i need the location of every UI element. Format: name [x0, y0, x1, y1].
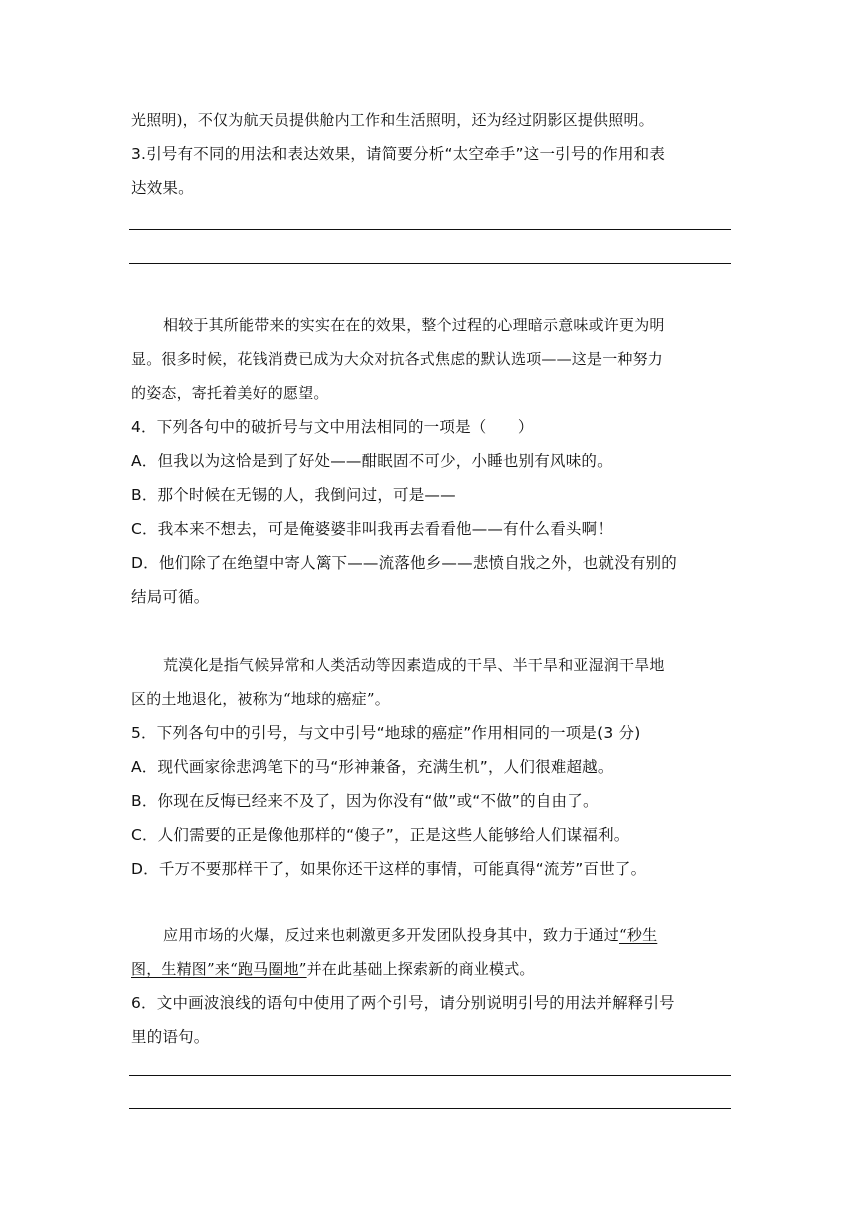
question-4-stem: 4．下列各句中的破折号与文中用法相同的一项是（ ） — [131, 418, 534, 436]
passage-4-line-1-text: 应用市场的火爆，反过来也刺激更多开发团队投身其中，致力于通过 — [163, 926, 620, 944]
answer-line-q3-1 — [129, 229, 731, 230]
question-5-option-a: A．现代画家徐悲鸿笔下的马“形神兼备，充满生机”，人们很难超越。 — [131, 758, 614, 776]
answer-line-q6-1 — [129, 1075, 731, 1076]
question-3-line-1: 3.引号有不同的用法和表达效果，请简要分析“太空牵手”这一引号的作用和表 — [131, 145, 666, 163]
question-6-line-2: 里的语句。 — [131, 1028, 210, 1046]
passage-4-line-2 — [131, 959, 731, 979]
question-4-option-a: A．但我以为这恰是到了好处——酣眠固不可少，小睡也别有风味的。 — [131, 452, 613, 470]
question-4-option-d-line-1: D．他们除了在绝望中寄人篱下——流落他乡——悲愤自戕之外，也就没有别的 — [131, 554, 677, 572]
answer-line-q6-2 — [129, 1108, 731, 1109]
passage-3-line-1: 荒漠化是指气候异常和人类活动等因素造成的干旱、半干旱和亚湿润干旱地 — [163, 656, 665, 674]
passage-4-line-2-text: 并在此基础上探索新的商业模式。 — [306, 960, 535, 978]
wavy-underlined-phrase-part-2: 图，生精图”来“跑马圈地” — [131, 960, 307, 978]
question-4-option-d-line-2: 结局可循。 — [131, 588, 210, 606]
question-6-line-1: 6．文中画波浪线的语句中使用了两个引号，请分别说明引号的用法并解释引号 — [131, 994, 675, 1012]
passage-2-line-2: 显。很多时候，花钱消费已成为大众对抗各式焦虑的默认选项——这是一种努力 — [131, 350, 664, 368]
question-5-stem: 5．下列各句中的引号，与文中引号“地球的癌症”作用相同的一项是(3 分) — [131, 724, 641, 742]
question-5-option-c: C．人们需要的正是像他那样的“傻子”，正是这些人能够给人们谋福利。 — [131, 826, 630, 844]
wavy-underlined-phrase-part-1: “秒生 — [619, 926, 658, 944]
question-5-option-b: B．你现在反悔已经来不及了，因为你没有“做”或“不做”的自由了。 — [131, 792, 599, 810]
passage-2-line-1: 相较于其所能带来的实实在在的效果，整个过程的心理暗示意味或许更为明 — [163, 316, 665, 334]
question-5-option-d: D．千万不要那样干了，如果你还干这样的事情，可能真得“流芳”百世了。 — [131, 860, 647, 878]
question-3-line-2: 达效果。 — [131, 179, 194, 197]
passage-2-line-3: 的姿态，寄托着美好的愿望。 — [131, 384, 329, 402]
question-4-option-b: B．那个时候在无锡的人，我倒问过，可是—— — [131, 486, 456, 504]
continued-text-line: 光照明)，不仅为航天员提供舱内工作和生活照明，还为经过阴影区提供照明。 — [131, 111, 654, 129]
passage-3-line-2: 区的土地退化，被称为“地球的癌症”。 — [131, 690, 390, 708]
question-4-option-c: C．我本来不想去，可是俺婆婆非叫我再去看看他——有什么看头啊！ — [131, 520, 614, 538]
passage-4-line-1 — [163, 925, 731, 945]
answer-line-q3-2 — [129, 263, 731, 264]
